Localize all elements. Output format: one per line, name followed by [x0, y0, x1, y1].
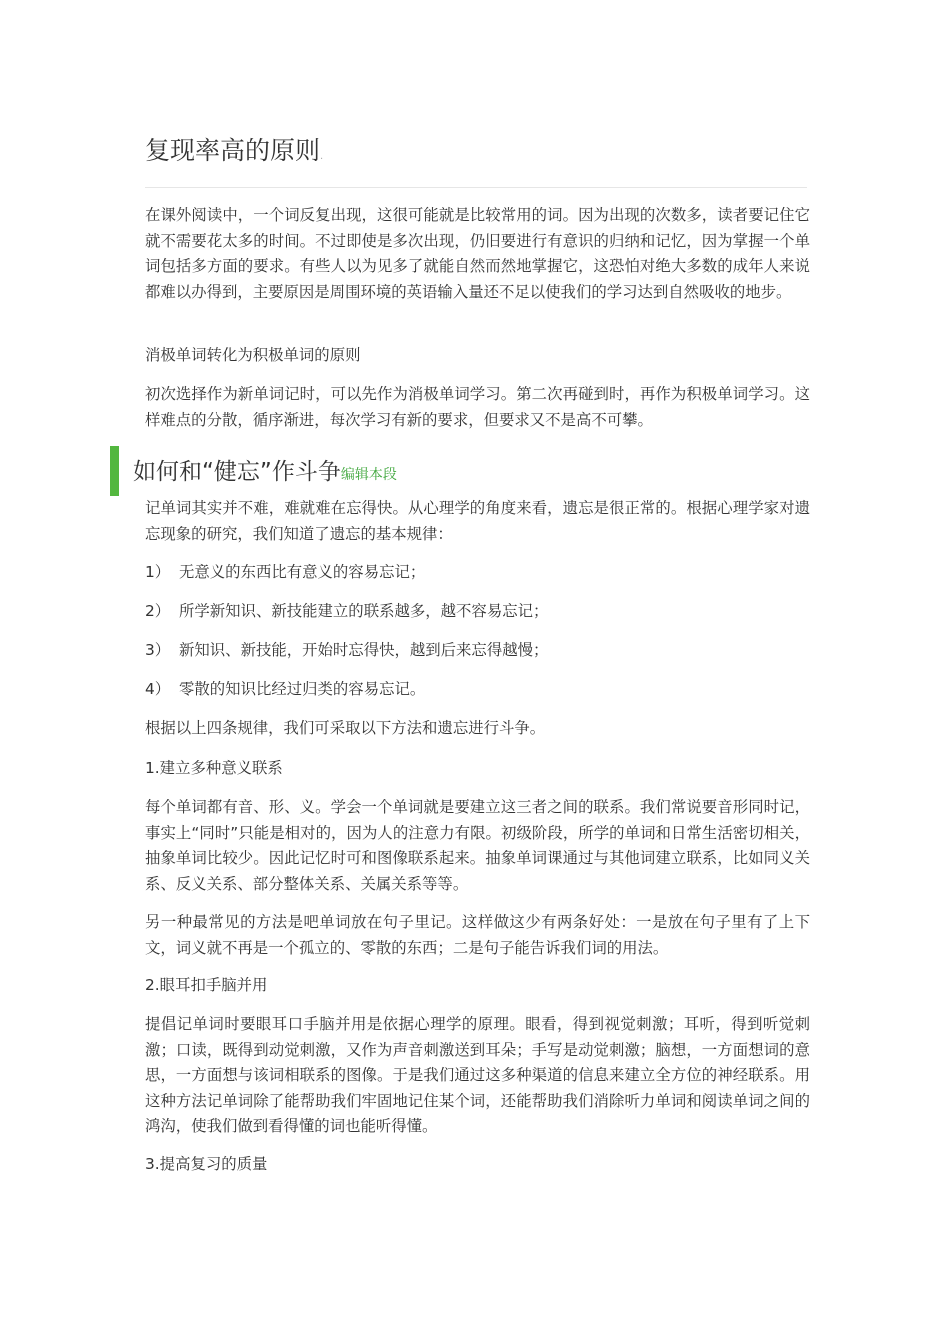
- paragraph-forgetting-intro: 记单词其实并不难，难就难在忘得快。从心理学的角度来看，遗忘是很正常的。根据心理学家对遗忘现象的研究，我们知道了遗忘的基本规律：: [145, 499, 810, 543]
- paragraph-recurrence: 在课外阅读中，一个词反复出现，这很可能就是比较常用的词。因为出现的次数多，读者要记住它就不需要花太多的时间。不过即使是多次出现，仍旧要进行有意识的归纳和记忆，因为掌握一个单词包括多方面的要求。有些人以为见多了就能自然而然地掌握它，这恐怕对绝大多数的成年人来说都难以办得到，主要原因是周围环境的英语输入量还不足以使我们的学习达到自然吸收的地步。: [145, 206, 810, 301]
- edit-section-link[interactable]: 编辑本段: [340, 467, 397, 483]
- list-item: [145, 560, 425, 586]
- list-item: [145, 599, 548, 625]
- paragraph-method-1b: 另一种最常见的方法是吧单词放在句子里记。这样做这少有两条好处：一是放在句子里有了上下文，词义就不再是一个孤立的、零散的东西；二是句子能告诉我们词的用法。: [145, 913, 810, 957]
- paragraph-summary: 根据以上四条规律，我们可采取以下方法和遗忘进行斗争。: [145, 719, 546, 737]
- section-heading-text: 如何和“健忘”作斗争: [133, 459, 341, 485]
- paragraph-method-2: 提倡记单词时要眼耳口手脑并用是依据心理学的原理。眼看，得到视觉刺激；耳听，得到听觉刺激；口读，既得到动觉刺激，又作为声音刺激送到耳朵；手写是动觉刺激；脑想，一方面想词的意思，一方面想与该词相联系的图像。于是我们通过这多种渠道的信息来建立全方位的神经联系。用这种方法记单词除了能帮助我们牢固地记住某个词，还能帮助我们消除听力单词和阅读单词之间的鸿沟，使我们做到看得懂的词也能听得懂。: [145, 1015, 810, 1135]
- paragraph-method-1: 每个单词都有音、形、义。学会一个单词就是要建立这三者之间的联系。我们常说要音形同时记，事实上“同时”只能是相对的，因为人的注意力有限。初级阶段，所学的单词和日常生活密切相关，抽象单词比较少。因此记忆时可和图像联系起来。抽象单词课通过与其他词建立联系，比如同义关系、反义关系、部分整体关系、关属关系等等。: [145, 798, 810, 893]
- section-heading-text: 复现率高的原则: [145, 136, 321, 165]
- paragraph-passive-to-active: 初次选择作为新单词记时，可以先作为消极单词学习。第二次再碰到时，再作为积极单词学习。这样难点的分散，循序渐进，每次学习有新的要求，但要求又不是高不可攀。: [145, 385, 810, 429]
- list-text: 零散的知识比经过归类的容易忘记。: [179, 680, 426, 698]
- method-heading-2: 2.眼耳扣手脑并用: [145, 976, 268, 994]
- list-number: 1）: [145, 563, 171, 581]
- list-number: 2）: [145, 602, 171, 620]
- list-text: 所学新知识、新技能建立的联系越多，越不容易忘记；: [179, 602, 549, 620]
- list-number: 4）: [145, 680, 171, 698]
- list-item: [145, 638, 548, 664]
- section-heading-recurrence: [145, 133, 323, 175]
- heading-divider: [145, 187, 807, 188]
- list-number: 3）: [145, 641, 171, 659]
- subheading-passive-to-active: 消极单词转化为积极单词的原则: [145, 346, 361, 364]
- list-text: 无意义的东西比有意义的容易忘记；: [179, 563, 426, 581]
- list-text: 新知识、新技能，开始时忘得快，越到后来忘得越慢；: [179, 641, 549, 659]
- section-accent-bar: [110, 446, 119, 496]
- section-heading-forgetting: [133, 455, 397, 492]
- heading-suffix-dot: .: [320, 151, 324, 162]
- list-item: [145, 677, 425, 703]
- method-heading-1: 1.建立多种意义联系: [145, 759, 283, 777]
- method-heading-3: 3.提高复习的质量: [145, 1155, 268, 1173]
